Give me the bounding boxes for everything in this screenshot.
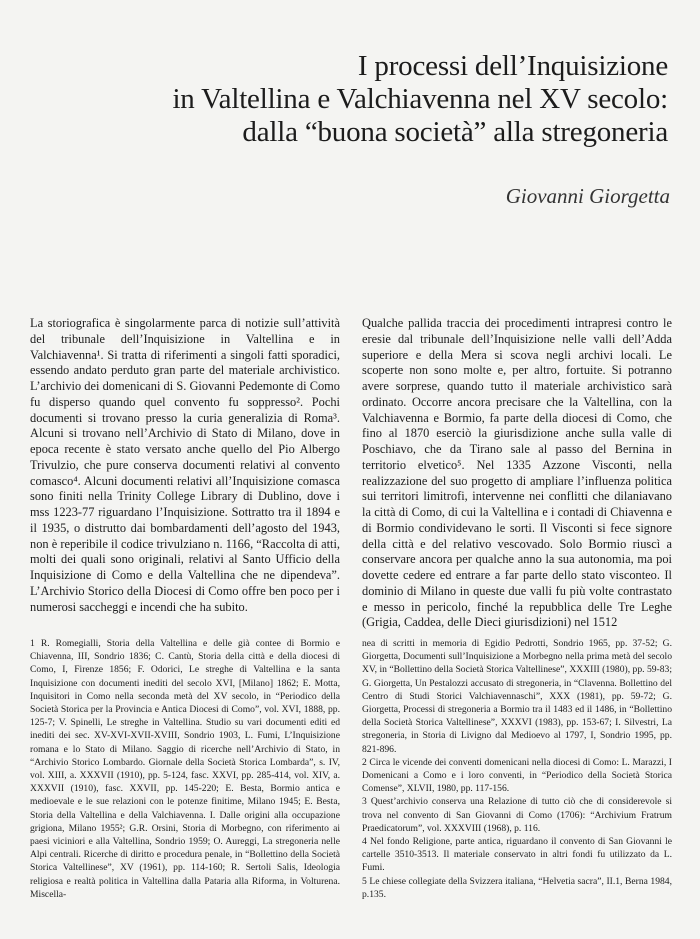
footnote: 1 R. Romegialli, Storia della Valtellina e delle già contee di Bormio e Chiavenna, III, Sondrio 1836; C. Cantù, Storia della città e della diocesi di Como, I, Firenze 1856; F. Odorici, Le streghe di Valtellina e la santa Inquisizione con documenti inediti del secolo XVI, [Milano] 1862; E. Motta, Inquisitori in Como nella seconda metà del XV secolo, in “Periodico della Società Storica per la Provincia e Antica Diocesi di Como”, vol. XVI, 1888, pp. 125-7; V. Spinelli, Le streghe in Valtellina. Studio su vari documenti editi ed inediti dei sec. XV-XVI-XVII-XVIII, Sondrio 1903, L. Fumi, L’Inquisizione romana e lo Stato di Milano. Saggio di ricerche nell’Archivio di Stato, in “Archivio Storico Lombardo. Giornale della Società Storica Lombarda”, s. IV, vol. XIII, a. XXXVII (1910), pp. 5-124, fasc. XXVI, pp. 285-414, vol. XIV, a. XXXVII (1910), fasc. XXVII, pp. 145-220; E. Besta, Bormio antica e medioevale e le sue relazioni con le potenze finitime, Milano 1945; E. Besta, Storia della Valtellina e della Valchiavenna. I. Dalle origini alla occupazione grigiona, Milano 1955²; G.R. Orsini, Storia di Morbegno, con riferimento ai paesi viciniori e alla Valtellina, Sondrio 1959; O. Aureggi, La stregoneria nelle Alpi centrali. Ricerche di diritto e procedura penale, in “Bollettino della Società Storica Valtellinese”, XV (1961), pp. 114-160; R. Sertoli Salis, Ideologia religiosa e realtà politica in Valtellina dalla Pataria alla Riforma, in Volturena. Miscella- (30, 638, 340, 900)
footnotes-left (30, 637, 340, 901)
author-name: Giovanni Giorgetta (505, 184, 670, 208)
footnote: 2 Circa le vicende dei conventi domenicani nella diocesi di Como: L. Marazzi, I Domenicani a Como e i loro conventi, in “Periodico della Società Storica Comense”, XLVII, 1980, pp. 117-156. (362, 756, 672, 795)
footnotes-right (362, 637, 672, 901)
footnote: 3 Quest’archivio conserva una Relazione di tutto ciò che di considerevole si trova nel convento di San Giovanni di Como (1706): “Archivium Fratrum Praedicatorum”, vol. XXXVIII (1968), p. 116. (362, 796, 672, 834)
body-paragraph: Qualche pallida traccia dei procedimenti intrapresi contro le eresie dal tribunale dell’Inquisizione nelle valli dell’Adda superiore e della Mera si scova negli archivi locali. Le scoperte non sono molte e, per altro, fortuite. Si potranno avere sorprese, quando tutto il materiale archivistico sarà ordinato. Occorre ancora precisare che la Valtellina, con la Valchiavenna e Bormio, fa parte della diocesi di Como, che fino al 1870 eserciò la giurisdizione anche sulla valle di Poschiavo, che da Tirano sale al passo del Bernina in territorio elvetico⁵. Nel 1335 Azzone Visconti, nella realizzazione del suo progetto di ampliare l’influenza politica sui territori limitrofi, intervenne nei conflitti che dilaniavano la città di Como, di cui la Valtellina e i contadi di Chiavenna e di Bormio condividevano le sorti. Il Visconti si fece signore della città e del relativo vescovado. Solo Bormio riuscì a conservare ancora per qualche anno la sua autonomia, ma poi dovette cedere ed entrare a far parte dello stato visconteo. Il dominio di Milano in queste due valli fu più volte contrastato e messo in pericolo, finché la repubblica delle Tre Leghe (Grigia, Caddea, delle Dieci giurisdizioni) nel 1512 (362, 316, 672, 630)
body-column-left (30, 316, 340, 615)
article-title (80, 50, 668, 149)
title-line: in Valtellina e Valchiavenna nel XV secolo: (172, 83, 668, 115)
body-column-right (362, 316, 672, 631)
footnote: 5 Le chiese collegiate della Svizzera italiana, “Helvetia sacra”, II.1, Berna 1984, p.135. (362, 875, 672, 900)
footnote: 4 Nel fondo Religione, parte antica, riguardano il convento di San Giovanni le cartelle 3510-3513. Il materiale conservato in altri fondi fu utilizzato da L. Fumi. (362, 836, 672, 874)
title-line: I processi dell’Inquisizione (357, 50, 668, 82)
footnote: nea di scritti in memoria di Egidio Pedrotti, Sondrio 1965, pp. 37-52; G. Giorgetta, Documenti sull’Inquisizione a Morbegno nella prima metà del secolo XV, in “Bollettino della Società Storica Valtellinese”, XXXIII (1980), pp. 59-83; G. Giorgetta, Un Pestalozzi accusato di stregoneria, in “Clavenna. Bollettino del Centro di Studi Storici Valchiavennaschi”, XXX (1981), pp. 59-72; G. Giorgetta, Processi di stregoneria a Bormio tra il 1483 ed il 1486, in “Bollettino della Società Storica Valtellinese”, XXXVI (1983), pp. 153-67; I. Silvestri, La stregoneria, in Storia di Livigno dal Medioevo al 1797, I, Sondrio 1995, pp. 821-896. (362, 638, 672, 755)
title-line: dalla “buona società” alla stregoneria (242, 116, 668, 148)
body-paragraph: La storiografica è singolarmente parca di notizie sull’attività del tribunale dell’Inquisizione in Valtellina e in Valchiavenna¹. Si tratta di riferimenti a singoli fatti sporadici, essendo andato perduto gran parte del materiale archivistico. L’archivio dei domenicani di S. Giovanni Pedemonte di Como fu disperso quando quel convento fu soppresso². Pochi documenti si trovano presso la curia generalizia di Roma³. Alcuni si trovano nell’Archivio di Stato di Milano, dove in epoca recente è stato versato anche quello del Pio Albergo Trivulzio, che pure conserva documenti relativi al convento comasco⁴. Alcuni documenti relativi all’Inquisizione comasca sono finiti nella Trinity College Library di Dublino, dove i mss 1223-77 riguardano l’Inquisizione. Sottratto tra il 1894 e il 1935, o distrutto dai bombardamenti dell’agosto del 1943, non è reperibile il codice trivulziano n. 1166, “Raccolta di atti, molti dei quali sono originali, relativi al Santo Ufficio della Inquisizione di Como e della Valtellina che ne dipendeva”. L’Archivio Storico della Diocesi di Como offre ben poco per i numerosi saccheggi e incendi che ha subito. (30, 316, 340, 614)
